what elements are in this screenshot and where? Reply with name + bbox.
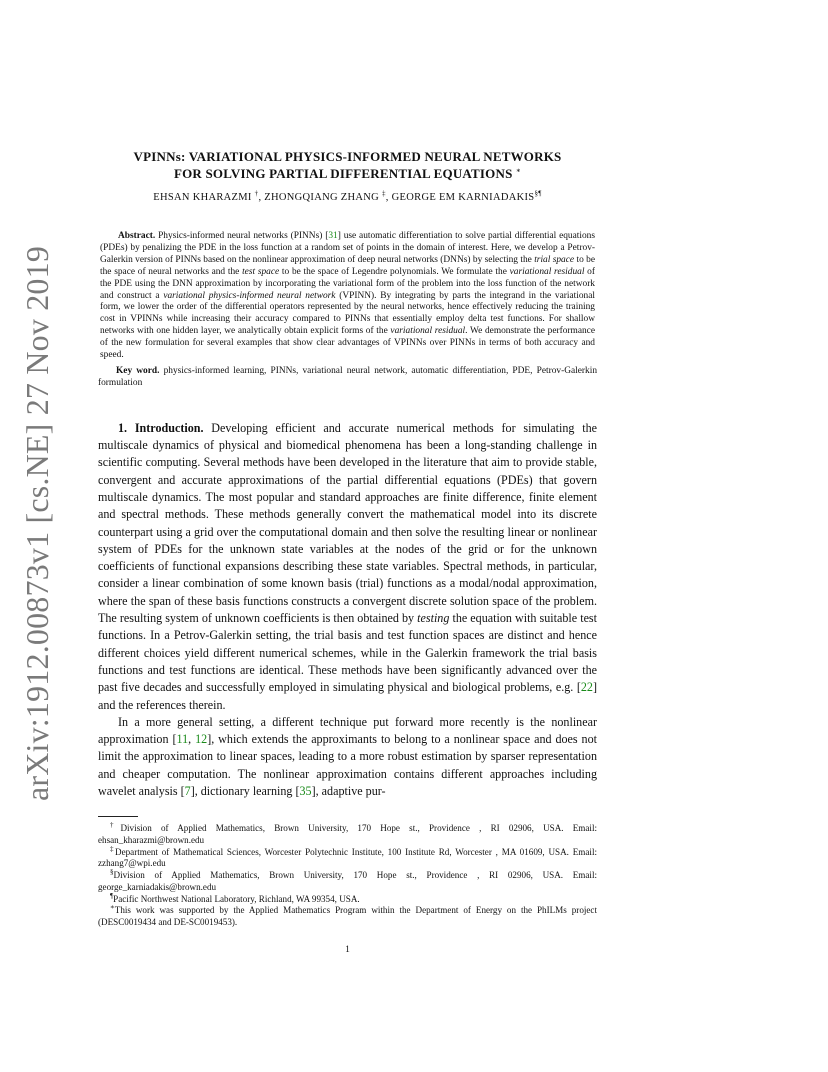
- footnote-mark: ¶: [110, 891, 114, 900]
- citation-link[interactable]: 35: [299, 784, 312, 799]
- abstract-text: Physics-informed neural networks (PINNs) [: [158, 231, 329, 241]
- keywords: [98, 366, 597, 390]
- footnote-mark: †: [110, 821, 121, 830]
- body-text: ] and the references therein.: [98, 680, 597, 712]
- paper-title: [98, 148, 597, 182]
- author-2: ZHONGQIANG ZHANG: [264, 192, 380, 203]
- footnote-mark: §: [110, 868, 114, 877]
- keywords-text: physics-informed learning, PINNs, variational neural network, automatic differentiation, PDE, Petrov-Galerkin formulation: [98, 365, 598, 388]
- body-text: ], which extends the approximants to belong to a nonlinear space and does not limit the approximation to linear spaces, leading to a more robust estimation by sparser representation and cheaper computation. The nonlinear approximation contains different approaches including wavelet analysis [: [98, 732, 597, 799]
- citation-link[interactable]: 12: [195, 732, 208, 747]
- body-text: Developing efficient and accurate numerical methods for simulating the multiscale dynamics of physical and biomedical phenomena has been a long-standing challenge in scientific computing. Several methods have been developed in the literature that aim to provide stable, convergent and accurate approximations of the partial differential equations (PDEs) that govern multiscale dynamics. The most popular and standard approaches are finite difference, finite element and spectral methods. These methods generally convert the mathematical model into its discrete counterpart using a grid over the computational domain and then solve the resulting linear or nonlinear system of PDEs for the unknown state variables at the nodes of the grid or for the unknown coefficients of functional expansions describing these state variables. Spectral methods, in particular, consider a linear combination of some known basis (trial) functions as a modal/nodal approximation, where the span of these basis functions constructs a convergent discrete solution space of the problem. The resulting system of unknown coefficients is then obtained by: [98, 420, 597, 626]
- body-text: ,: [188, 732, 196, 747]
- body-emphasis: testing: [417, 611, 450, 626]
- abstract-text: (VPINN). By integrating by parts the integrand in the variational form, we lower the order of the differential operators represented by the neural networks, hence effectively reducing the training cost in VPINNs while increasing their accuracy compared to PINNs that essentially employ delta test functions. For shallow networks with one hidden layer, we analytically obtain explicit forms of the: [100, 290, 596, 337]
- footnote-mark: ∗: [110, 903, 115, 912]
- body-text: ], adaptive pur-: [311, 784, 386, 799]
- author-2-mark: ‡: [381, 189, 386, 198]
- title-line-2: FOR SOLVING PARTIAL DIFFERENTIAL EQUATIONS: [173, 166, 513, 181]
- keywords-heading: Key word.: [116, 365, 160, 376]
- page-number: 1: [345, 944, 350, 955]
- footnote: [98, 891, 597, 906]
- intro-paragraph-1: [98, 420, 597, 714]
- intro-paragraph-2: [98, 714, 597, 800]
- citation-link[interactable]: 22: [580, 680, 593, 695]
- footnote-divider: [98, 816, 138, 817]
- abstract-emphasis: trial space: [534, 254, 575, 265]
- citation-link[interactable]: 31: [328, 231, 338, 241]
- author-3-mark: §¶: [534, 189, 542, 198]
- footnotes: [98, 823, 597, 928]
- footnote-text: This work was supported by the Applied Mathematics Program within the Department of Energy on the PhILMs project (DESC0019434 and DE-SC0019453).: [98, 905, 597, 927]
- citation-link[interactable]: 11: [176, 732, 189, 747]
- abstract-emphasis: test space: [242, 266, 280, 277]
- author-1: EHSAN KHARAZMI: [153, 192, 252, 203]
- abstract-text: ] use automatic differentiation to solve partial differential equations (PDEs) by penalizing the PDE in the loss function at a random set of points in the domain of interest. Here, we develop a Petrov-Galerkin version of PINNs based on the nonlinear approximation of deep neural networks (DNNs) by selecting the: [100, 231, 596, 265]
- footnote: [98, 823, 597, 846]
- abstract-text: of the PDE using the DNN approximation by incorporating the variational form of the problem into the loss function of the network and construct a: [100, 266, 595, 301]
- footnote-mark: ‡: [110, 844, 116, 853]
- arxiv-identifier-stamp: [18, 245, 58, 801]
- author-1-mark: †: [254, 189, 259, 198]
- footnote: [98, 844, 597, 870]
- body-text: the equation with suitable test functions. In a Petrov-Galerkin setting, the trial basis and test function spaces are distinct and hence different choices yield different numerical schemes, while in the Galerkin framework the trial basis functions and test functions are identical. These methods have been significantly advanced over the past five decades and successfully employed in simulating physical and biological problems, e.g. [: [98, 611, 597, 695]
- title-line-1: VPINNs: VARIATIONAL PHYSICS-INFORMED NEURAL NETWORKS: [133, 149, 562, 164]
- abstract-emphasis: variational residual: [390, 326, 466, 337]
- title-footnote-mark: ∗: [515, 166, 522, 175]
- abstract-text: . We demonstrate the performance of the new formulation for several examples that show clear advantages of VPINNs over PINNs in terms of both accuracy and speed.: [100, 326, 596, 361]
- footnote-text: Division of Applied Mathematics, Brown University, 170 Hope st., Providence , RI 02906, USA. Email: george_karniadakis@brown.edu: [98, 870, 597, 892]
- section-heading: 1. Introduction.: [118, 420, 204, 435]
- footnote-text: Department of Mathematical Sciences, Worcester Polytechnic Institute, 100 Institute Rd, Worcester , MA 01609, USA. Email: zzhang7@wpi.edu: [98, 846, 597, 869]
- abstract-emphasis: variational physics-informed neural network: [163, 290, 336, 301]
- paper-page: [98, 148, 597, 955]
- footnote-text: Pacific Northwest National Laboratory, Richland, WA 99354, USA.: [113, 893, 360, 904]
- arxiv-identifier-text: arXiv:1912.00873v1 [cs.NE] 27 Nov 2019: [19, 245, 56, 801]
- body-text: ], dictionary learning [: [190, 784, 300, 799]
- abstract-emphasis: variational residual: [509, 266, 585, 277]
- abstract: [98, 231, 597, 362]
- footnote: [98, 870, 597, 893]
- footnote-text: Division of Applied Mathematics, Brown University, 170 Hope st., Providence , RI 02906, USA. Email: ehsan_kharazmi@brown.edu: [98, 823, 597, 846]
- abstract-heading: Abstract.: [118, 231, 156, 241]
- abstract-text: to be the space of Legendre polynomials. We formulate the: [279, 266, 510, 277]
- body-text: In a more general setting, a different technique put forward more recently is the nonlinear approximation [: [98, 714, 597, 747]
- footnote: [98, 905, 597, 928]
- citation-link[interactable]: 7: [184, 784, 191, 799]
- author-list: EHSAN KHARAZMI †, ZHONGQIANG ZHANG ‡, GEORGE EM KARNIADAKIS§¶: [153, 189, 542, 203]
- abstract-text: to be the space of neural networks and the: [100, 254, 595, 277]
- author-3: GEORGE EM KARNIADAKIS: [391, 192, 535, 203]
